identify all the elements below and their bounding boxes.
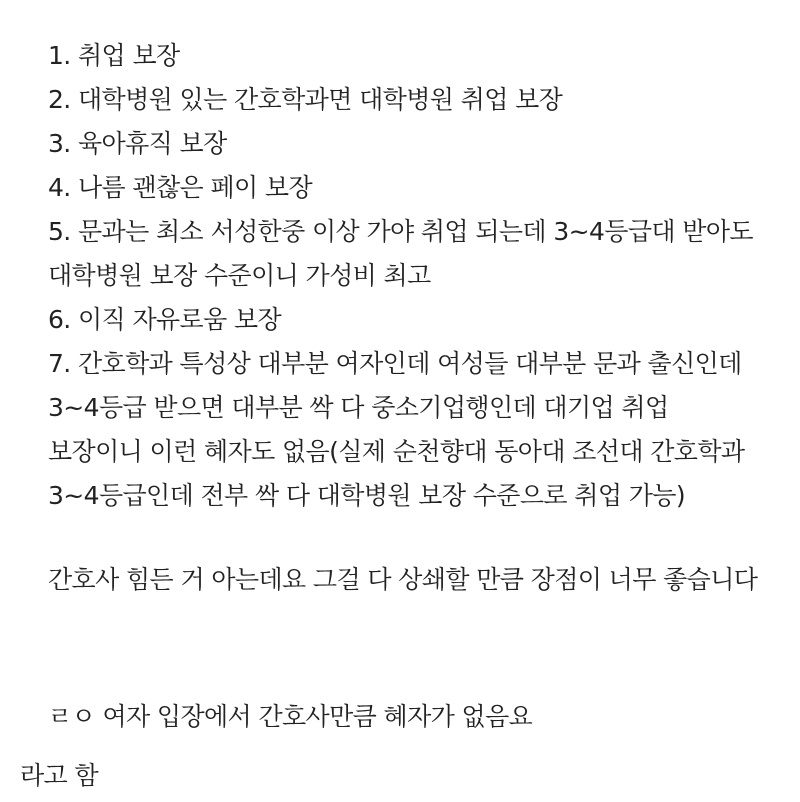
list-item: 6. 이직 자유로움 보장 <box>48 305 282 334</box>
benefits-list <box>48 34 758 518</box>
list-item: 1. 취업 보장 <box>48 41 180 70</box>
list-item: 4. 나름 괜찮은 페이 보장 <box>48 173 312 202</box>
list-item: 3. 육아휴직 보장 <box>48 129 227 158</box>
list-item: 2. 대학병원 있는 간호학과면 대학병원 취업 보장 <box>48 85 563 114</box>
opinion-paragraph: 간호사 힘든 거 아는데요 그걸 다 상쇄할 만큼 장점이 너무 좋습니다 <box>48 565 758 594</box>
list-item: 5. 문과는 최소 서성한중 이상 가야 취업 되는데 3~4등급대 받아도 대학병원 보장 수준이니 가성비 최고 <box>48 217 753 290</box>
caption-text: 라고 함 <box>20 761 98 790</box>
closing-remark: ㄹㅇ 여자 입장에서 간호사만큼 혜자가 없음요 <box>48 702 533 731</box>
list-item: 7. 간호학과 특성상 대부분 여자인데 여성들 대부분 문과 출신인데 3~4등급 받으면 대부분 싹 다 중소기업행인데 대기업 취업 보장이니 이런 혜자도 없음(실제 순천향대 동아대 조선대 간호학과 3~4등급인데 전부 싹 다 대학병원 보장 수준으로 취업 가능) <box>48 349 745 510</box>
